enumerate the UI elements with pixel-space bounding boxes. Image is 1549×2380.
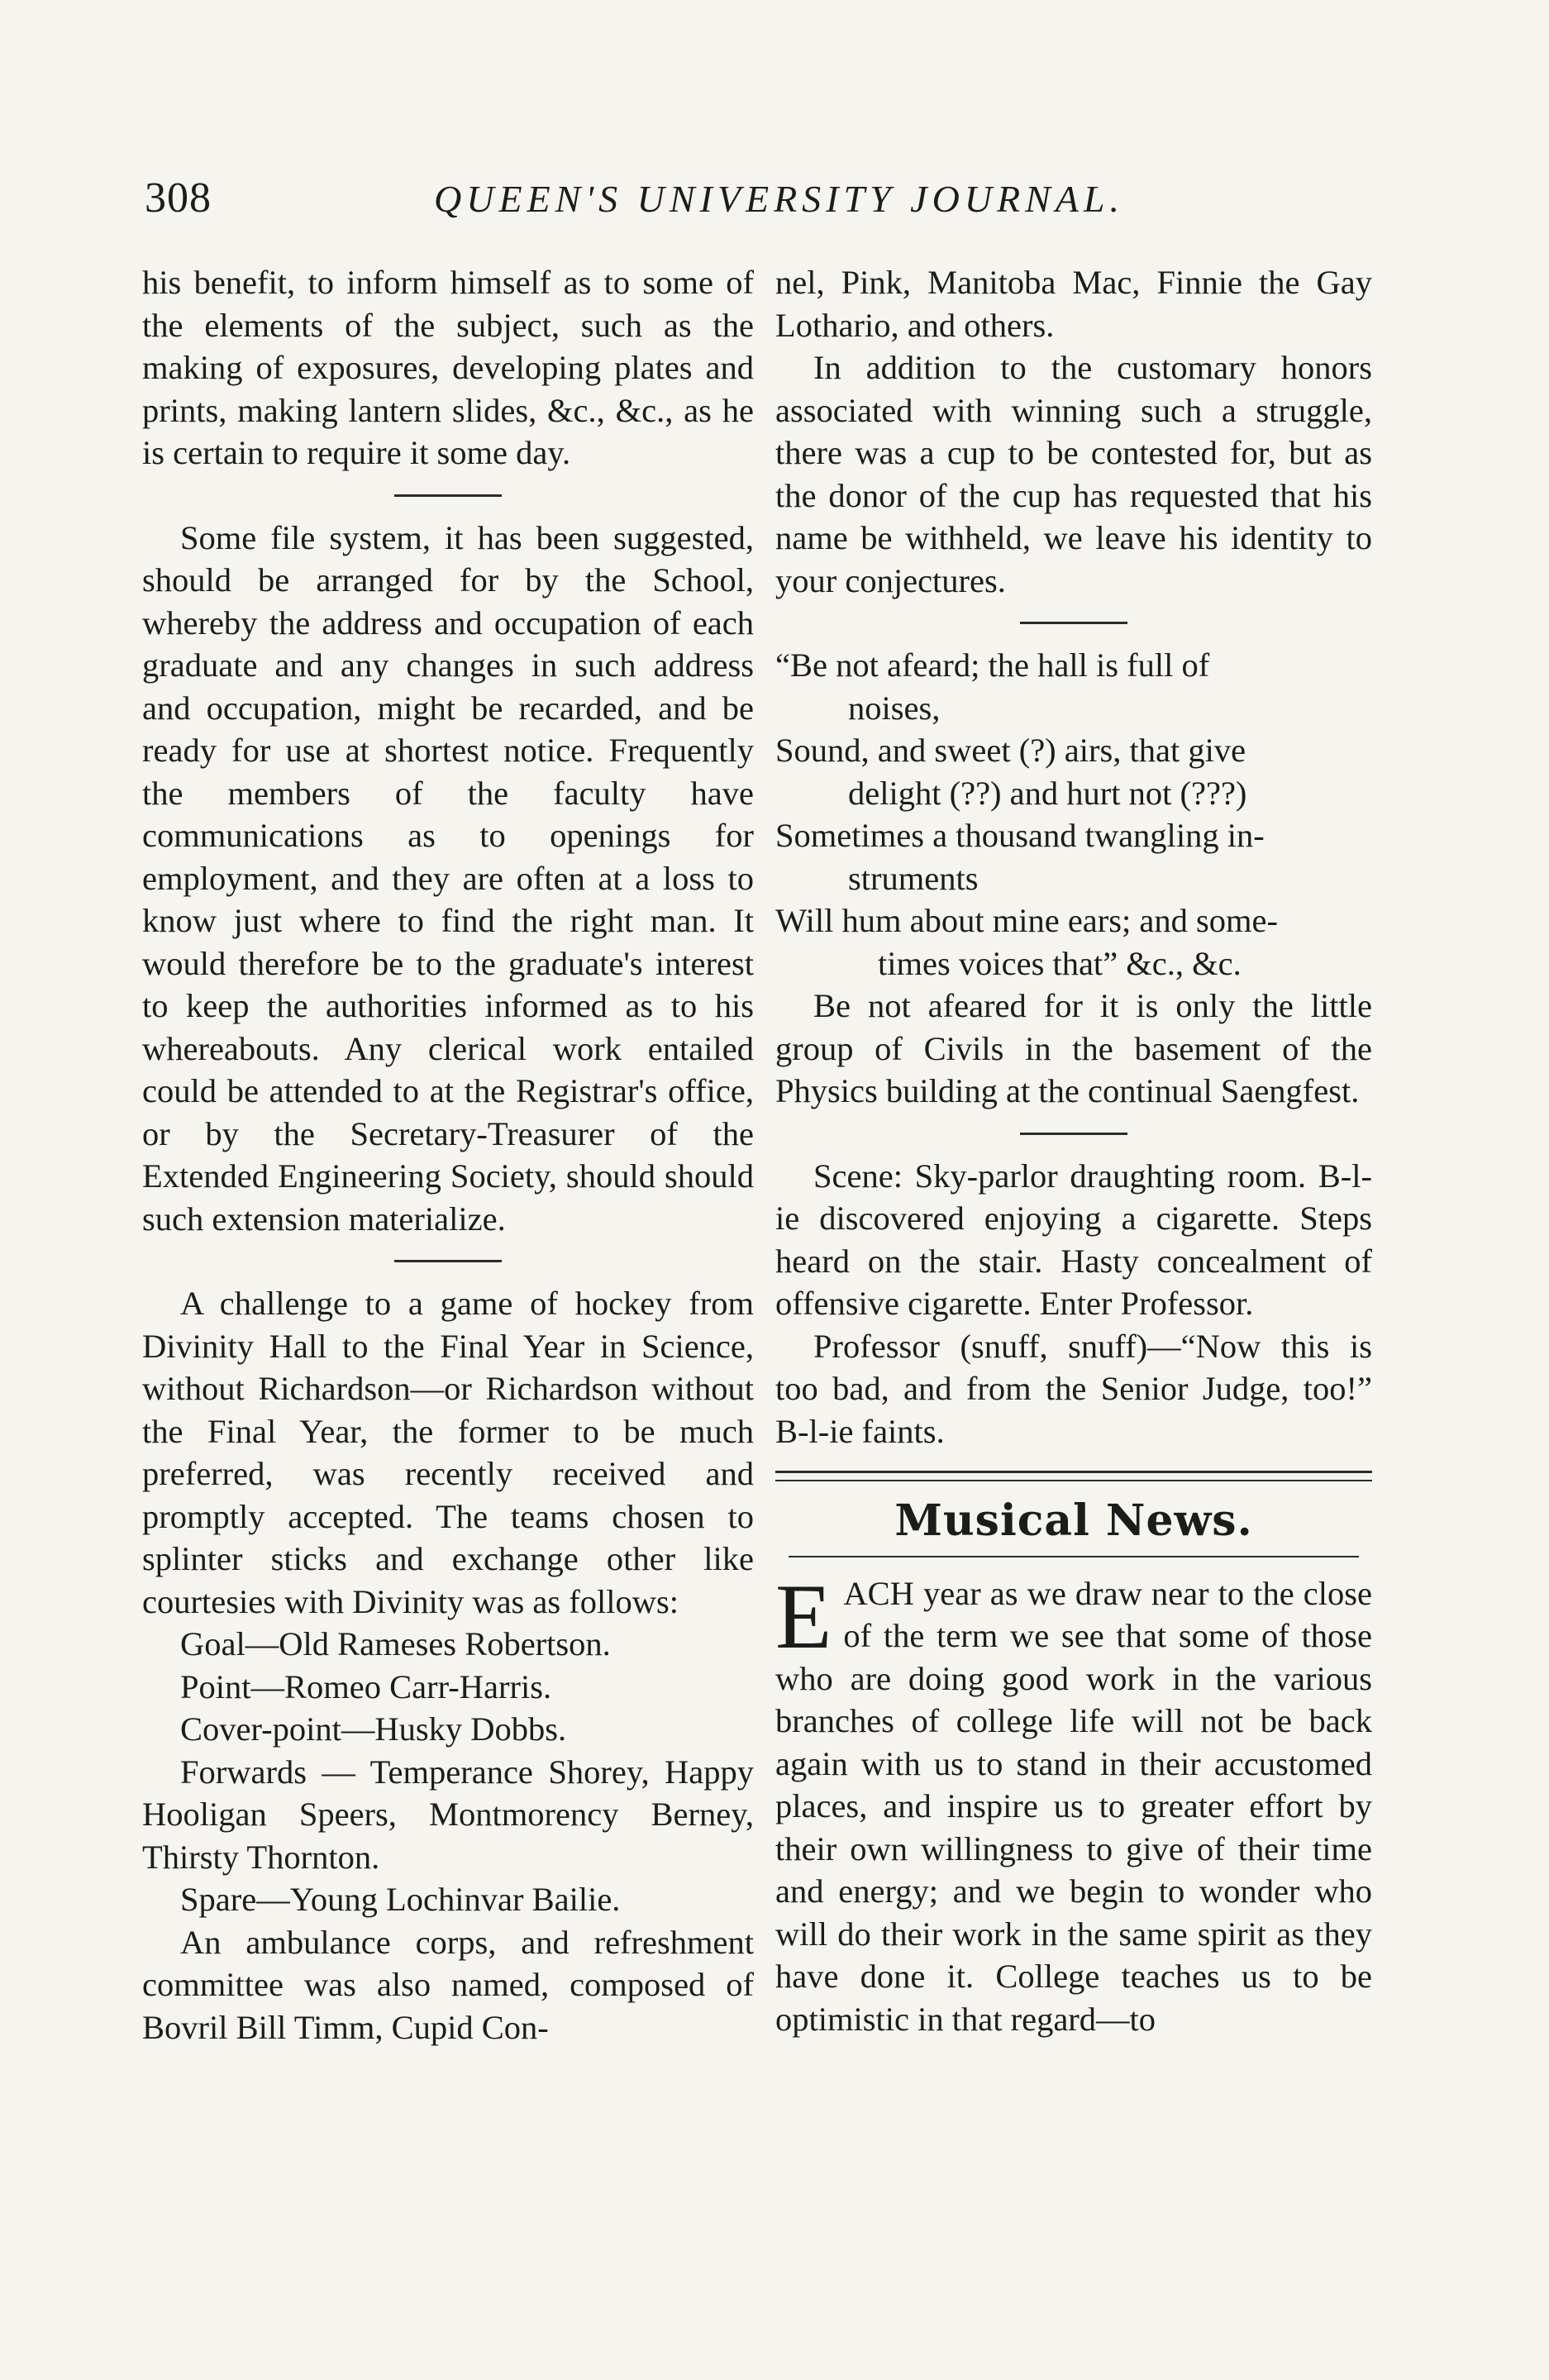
paragraph: Some file system, it has been suggested, should be arranged for by the School, whereby the address and occupation of each graduate and any changes in such address and occupation, might be recarded, and be ready for use at shortest notice. Frequently the members of the faculty have communications as to openings for employment, and they are often at a loss to know just where to find the right man. It would therefore be to the graduate's interest to keep the authorities informed as to his whereabouts. Any clerical work entailed could be attended to at the Registrar's office, or by the Secretary-Treasurer of the Extended Engineering Society, should should such extension materialize.	[142, 518, 754, 1238]
paragraph: nel, Pink, Manitoba Mac, Finnie the Gay Lothario, and others.	[775, 264, 1372, 344]
left-column	[142, 261, 754, 2049]
paragraph: Be not afeared for it is only the little group of Civils in the basement of the Physics building at the continual Saengfest.	[775, 987, 1372, 1109]
paragraph: An ambulance corps, and refreshment committee was also named, composed of Bovril Bill Timm, Cupid Con-	[142, 1923, 754, 2046]
poem-quote	[775, 644, 1372, 985]
roster-line: Goal—Old Rameses Robertson.	[180, 1625, 611, 1662]
paragraph: his benefit, to inform himself as to some of the elements of the subject, such as the making of exposures, developing plates and prints, making lantern slides, &c., &c., as he is certain to require it some day.	[142, 264, 754, 471]
poem-line: struments	[848, 859, 979, 897]
double-rule	[775, 1471, 1372, 1481]
right-column	[775, 261, 1372, 2040]
poem-line: Sound, and sweet (?) airs, that give	[775, 732, 1246, 769]
poem-line: times voices that” &c., &c.	[878, 944, 1242, 982]
paragraph: A challenge to a game of hockey from Divinity Hall to the Final Year in Science, without Richardson—or Richardson without the Final Year, the former to be much preferred, was recently received and promptly accepted. The teams chosen to splinter sticks and exchange other like courtesies with Divinity was as follows:	[142, 1285, 754, 1620]
paragraph: Professor (snuff, snuff)—“Now this is too bad, and from the Senior Judge, too!” B-l-ie faints.	[775, 1327, 1372, 1450]
section-heading: Musical News.	[894, 1495, 1253, 1546]
drop-cap: E	[775, 1565, 832, 1668]
poem-line: Sometimes a thousand twangling in-	[775, 817, 1265, 854]
paragraph: ACH year as we draw near to the close of the term we see that some of those who are doing good work in the various branches of college life will not be back again with us to stand in their accustomed places, and inspire us to greater effort by their own willingness to give of their time and energy; and we begin to wonder who will do their work in the same spirit as they have done it. College teaches us to be optimistic in that regard—to	[775, 1574, 1372, 2038]
section-divider	[1020, 622, 1127, 624]
section-divider	[394, 494, 502, 497]
paragraph: In addition to the customary honors associated with winning such a struggle, there was a cup to be contested for, but as the donor of the cup has requested that his name be withheld, we leave his identity to your conjectures.	[775, 349, 1372, 599]
section-divider	[394, 1260, 502, 1262]
poem-line: delight (??) and hurt not (???)	[848, 774, 1247, 812]
musical-news-body	[775, 1565, 1372, 2041]
roster-line: Forwards — Temperance Shorey, Happy Hooligan Speers, Montmorency Berney, Thirsty Thornton.	[142, 1753, 754, 1876]
roster-line: Cover-point—Husky Dobbs.	[180, 1710, 567, 1748]
roster-line: Spare—Young Lochinvar Bailie.	[180, 1881, 621, 1918]
poem-line: “Be not afeard; the hall is full of	[775, 646, 1210, 684]
poem-line: noises,	[848, 689, 941, 727]
heading-rule	[789, 1556, 1359, 1557]
paragraph: Scene: Sky-parlor draughting room. B-l-ie discovered enjoying a cigarette. Steps heard on the stair. Hasty concealment of offensive cigarette. Enter Professor.	[775, 1157, 1372, 1322]
team-roster	[142, 1623, 754, 1921]
poem-line: Will hum about mine ears; and some-	[775, 902, 1278, 939]
page-header	[145, 174, 1385, 223]
running-title: QUEEN'S UNIVERSITY JOURNAL.	[434, 178, 1124, 220]
section-divider	[1020, 1133, 1127, 1135]
page-number: 308	[145, 174, 212, 222]
roster-line: Point—Romeo Carr-Harris.	[180, 1667, 552, 1705]
